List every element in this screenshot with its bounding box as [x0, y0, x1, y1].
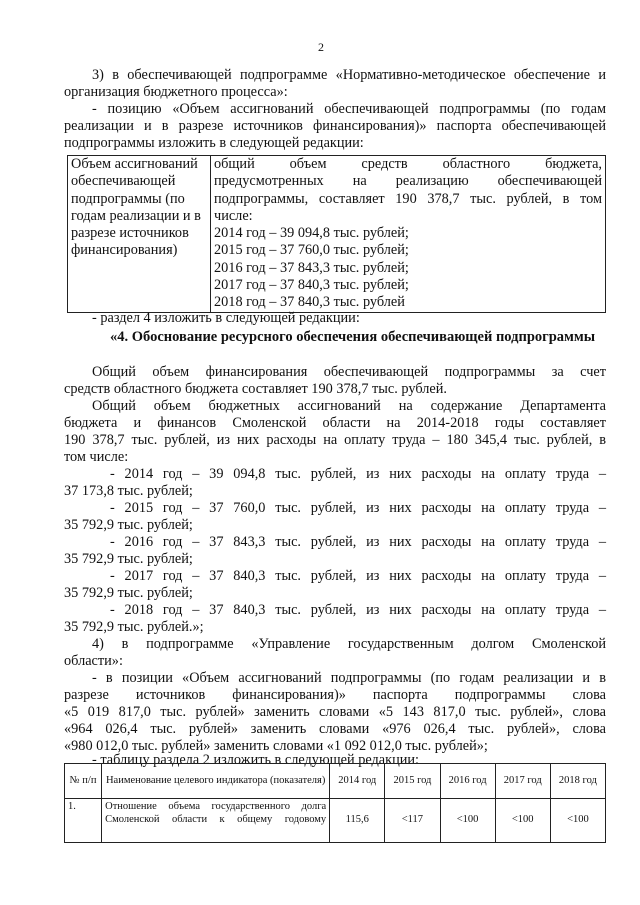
section4-title: «4. Обоснование ресурсного обеспечения обеспечивающей подпрограммы	[110, 329, 596, 345]
body-line: - в позиции «Объем ассигнований подпрограммы (по годам реализации и в	[92, 670, 606, 686]
paragraph-line: подпрограммы изложить в следующей редакции:	[64, 135, 364, 151]
paragraph-line: - позицию «Объем ассигнований обеспечивающей подпрограммы (по годам	[92, 101, 606, 117]
body-line: - 2016 год – 37 843,3 тыс. рублей, из них расходы на оплату труда –	[110, 534, 606, 550]
passport-label-line: финансирования)	[71, 242, 178, 259]
body-line: «5 019 817,0 тыс. рублей» заменить словами «5 143 817,0 тыс. рублей», слова	[64, 704, 606, 720]
passport-year-line: 2015 год – 37 760,0 тыс. рублей;	[214, 242, 409, 259]
table-row	[65, 799, 606, 843]
passport-label-line: обеспечивающей	[71, 173, 176, 190]
body-line: средств областного бюджета составляет 190 378,7 тыс. рублей.	[64, 381, 447, 397]
body-line: 37 173,8 тыс. рублей;	[64, 483, 193, 499]
body-line: 190 378,7 тыс. рублей, из них расходы на оплату труда – 180 345,4 тыс. рублей, в	[64, 432, 606, 448]
table-header-cell: № п/п	[65, 764, 102, 799]
passport-year-line: 2018 год – 37 840,3 тыс. рублей	[214, 294, 405, 311]
passport-year-line: 2017 год – 37 840,3 тыс. рублей;	[214, 277, 409, 294]
passport-text-line: подпрограммы, составляет 190 378,7 тыс. рублей, в том	[214, 190, 602, 207]
passport-label-line: годам реализации и в	[71, 207, 201, 224]
body-line: бюджета и финансов Смоленской области на 2014-2018 годы составляет	[64, 415, 606, 431]
page-number: 2	[318, 40, 324, 54]
table-header-row	[65, 764, 606, 799]
passport-label-line: Объем ассигнований	[71, 156, 198, 172]
value-2014: 115,6	[330, 799, 385, 843]
body-line: 35 792,9 тыс. рублей.»;	[64, 619, 204, 635]
value-2015: <117	[385, 799, 440, 843]
value-2017: <100	[495, 799, 550, 843]
body-line: - таблицу раздела 2 изложить в следующей редакции:	[92, 752, 419, 768]
body-line: - 2015 год – 37 760,0 тыс. рублей, из них расходы на оплату труда –	[110, 500, 606, 516]
body-line: «980 012,0 тыс. рублей» заменить словами «1 092 012,0 тыс. рублей»;	[64, 738, 488, 754]
table-header-cell: 2015 год	[385, 764, 440, 799]
passport-table	[67, 155, 606, 313]
value-2018: <100	[550, 799, 605, 843]
passport-label-line: разрезе источников	[71, 225, 189, 242]
table-header-cell: 2016 год	[440, 764, 495, 799]
indicator-name-line: Смоленской области к общему годовому	[105, 813, 327, 825]
passport-text-line: предусмотренных на реализацию обеспечивающей	[214, 173, 602, 190]
indicator-name-line: Отношение объема государственного долга	[105, 801, 327, 812]
passport-label-line: подпрограммы (по	[71, 190, 185, 207]
body-line: 35 792,9 тыс. рублей;	[64, 551, 193, 567]
passport-year-line: 2014 год – 39 094,8 тыс. рублей;	[214, 225, 409, 242]
passport-text-line: общий объем средств областного бюджета,	[214, 156, 602, 172]
row-number: 1.	[65, 799, 102, 843]
body-line: 35 792,9 тыс. рублей;	[64, 585, 193, 601]
body-line: Общий объем финансирования обеспечивающей подпрограммы за счет	[92, 364, 606, 380]
table-header-cell: 2017 год	[495, 764, 550, 799]
passport-year-line: 2016 год – 37 843,3 тыс. рублей;	[214, 259, 409, 276]
body-line: 4) в подпрограмме «Управление государственным долгом Смоленской	[92, 636, 606, 652]
paragraph-line: 3) в обеспечивающей подпрограмме «Нормативно-методическое обеспечение и	[92, 67, 606, 83]
body-line: «964 026,4 тыс. рублей» заменить словами «976 026,4 тыс. рублей», слова	[64, 721, 606, 737]
table-header-cell: 2014 год	[330, 764, 385, 799]
body-line: - 2014 год – 39 094,8 тыс. рублей, из них расходы на оплату труда –	[110, 466, 606, 482]
body-line: - 2017 год – 37 840,3 тыс. рублей, из них расходы на оплату труда –	[110, 568, 606, 584]
value-2016: <100	[440, 799, 495, 843]
body-line: Общий объем бюджетных ассигнований на содержание Департамента	[92, 398, 606, 414]
body-line: - 2018 год – 37 840,3 тыс. рублей, из них расходы на оплату труда –	[110, 602, 606, 618]
indicator-name	[102, 799, 330, 843]
body-line: 35 792,9 тыс. рублей;	[64, 517, 193, 533]
passport-label-cell	[68, 156, 211, 313]
indicator-table	[64, 763, 606, 843]
table-header-cell: Наименование целевого индикатора (показателя)	[102, 764, 330, 799]
paragraph-line: реализации и в разрезе источников финансирования)» паспорта обеспечивающей	[64, 118, 606, 134]
table-header-cell: 2018 год	[550, 764, 605, 799]
section4-intro: - раздел 4 изложить в следующей редакции:	[92, 310, 360, 326]
passport-value-cell	[211, 156, 606, 313]
body-line: области»:	[64, 653, 123, 669]
paragraph-line: организация бюджетного процесса»:	[64, 84, 288, 100]
body-line: том числе:	[64, 449, 129, 465]
passport-text-line: числе:	[214, 207, 253, 224]
body-line: разрезе источников финансирования)» паспорта подпрограммы слова	[64, 687, 606, 703]
